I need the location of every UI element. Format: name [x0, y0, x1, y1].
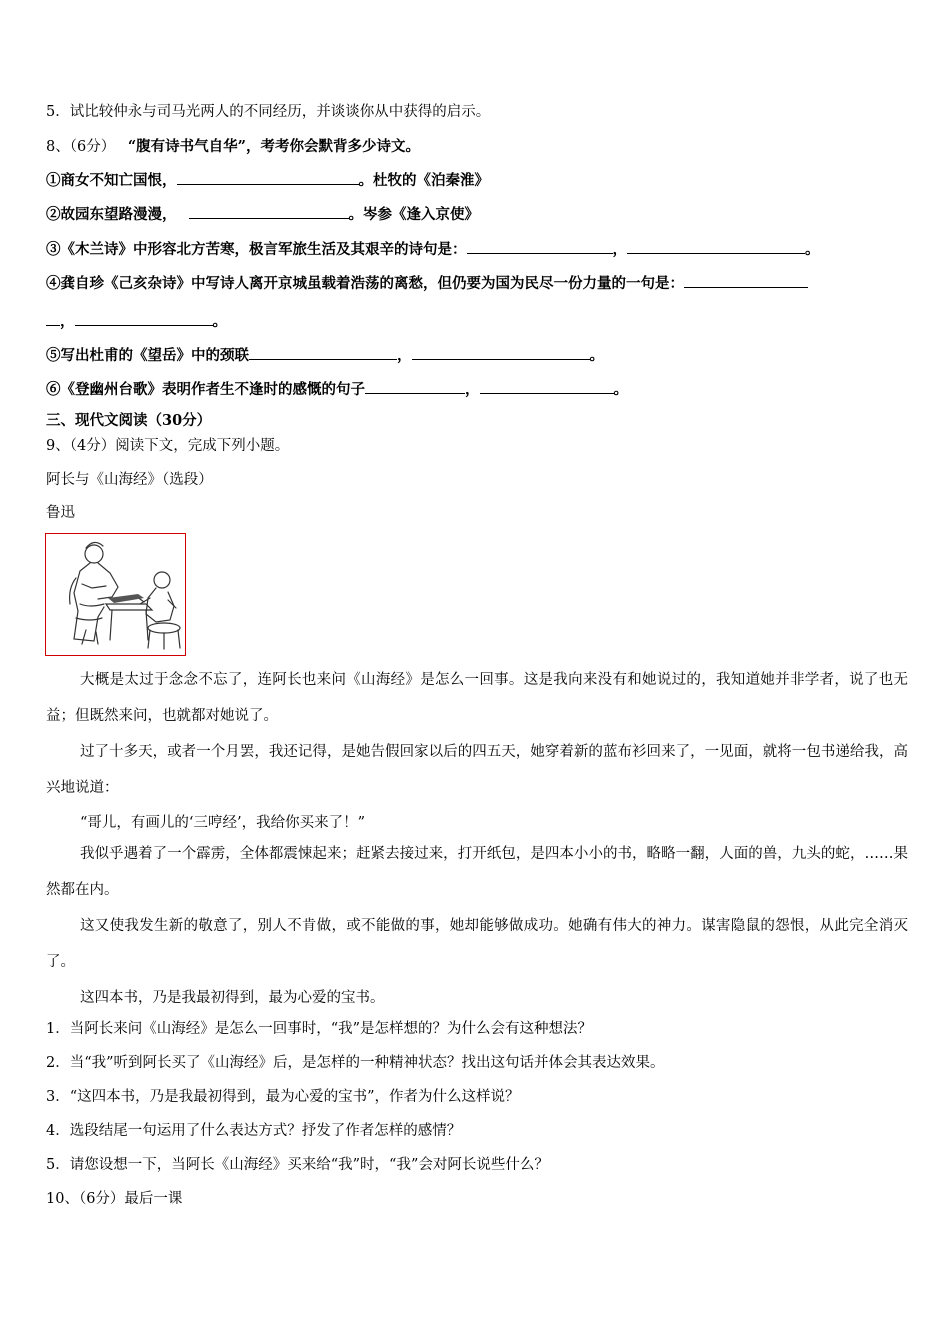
sub-question-2: 2．当“我”听到阿长买了《山海经》后，是怎样的一种精神状态？找出这句话并体会其表达效果。 [46, 1055, 665, 1071]
sub-question-4: 4．选段结尾一句运用了什么表达方式？抒发了作者怎样的感情？ [46, 1123, 462, 1139]
section-3-title: 三、现代文阅读（30分） [46, 412, 212, 429]
article-paragraph-1: 大概是太过于念念不忘了，连阿长也来问《山海经》是怎么一回事。这是我向来没有和她说过的，我知道她并非学者，说了也无益；但既然来问，也就都对她说了。 [46, 672, 908, 724]
sub-question-1: 1．当阿长来问《山海经》是怎么一回事时，“我”是怎样想的？为什么会有这种想法？ [46, 1021, 593, 1037]
q8-item-4-text: ④龚自珍《己亥杂诗》中写诗人离开京城虽载着浩荡的离愁，但仍要为国为民尽一份力量的一句是： [46, 275, 684, 292]
q8-item-2-source: 。岑参《逢入京使》 [348, 206, 479, 223]
article-paragraph-5: 这又使我发生新的敬意了，别人不肯做，或不能做的事，她却能够做成功。她确有伟大的神力。谋害隐鼠的怨恨，从此完全消灭了。 [46, 918, 908, 970]
answer-blank[interactable] [46, 311, 60, 326]
q8-item-2-text: ②故园东望路漫漫， [46, 206, 177, 223]
article-illustration [45, 533, 186, 656]
article-paragraph-6: 这四本书，乃是我最初得到，最为心爱的宝书。 [80, 990, 385, 1006]
sub-question-5: 5．请您设想一下，当阿长《山海经》买来给“我”时，“我”会对阿长说些什么？ [46, 1157, 549, 1173]
answer-blank[interactable] [467, 239, 613, 254]
answer-blank[interactable] [480, 379, 614, 394]
answer-blank[interactable] [412, 345, 590, 360]
article-author: 鲁迅 [46, 505, 75, 521]
answer-blank[interactable] [177, 170, 359, 185]
q8-item-6-text: ⑥《登幽州台歌》表明作者生不逢时的感慨的句子 [46, 381, 365, 398]
comma: ， [60, 313, 75, 330]
answer-blank[interactable] [365, 379, 465, 394]
question-8-prompt: “腹有诗书气自华”，考考你会默背多少诗文。 [127, 138, 420, 155]
answer-blank[interactable] [189, 204, 349, 219]
q8-item-3 [46, 239, 820, 260]
q8-item-3-text: ③《木兰诗》中形容北方苦寒，极言军旅生活及其艰辛的诗句是： [46, 241, 467, 258]
period: 。 [212, 313, 227, 330]
question-8-label: 8、（6分） [46, 139, 116, 155]
q8-item-1-text: ①商女不知亡国恨， [46, 172, 177, 189]
q8-item-4-continued [46, 311, 227, 332]
q8-item-2 [46, 204, 479, 225]
article-paragraph-2: 过了十多天，或者一个月罢，我还记得，是她告假回家以后的四五天，她穿着新的蓝布衫回来了，一见面，就将一包书递给我，高兴地说道： [46, 744, 908, 796]
period: 。 [613, 381, 628, 398]
woman-and-child-drawing [46, 534, 185, 655]
q8-item-5 [46, 345, 604, 366]
question-10-label: 10、（6分）最后一课 [46, 1191, 183, 1207]
comma: ， [612, 241, 627, 258]
answer-blank[interactable] [627, 239, 805, 254]
comma: ， [397, 347, 412, 364]
q8-item-1 [46, 170, 489, 191]
article-paragraph-3: “哥儿，有画儿的‘三哼经’，我给你买来了！” [80, 815, 366, 831]
q8-item-1-source: 。杜牧的《泊秦淮》 [358, 172, 489, 189]
question-8-header [46, 137, 420, 157]
period: 。 [805, 241, 820, 258]
q8-item-5-text: ⑤写出杜甫的《望岳》中的颈联 [46, 347, 249, 364]
question-5-line: 5．试比较仲永与司马光两人的不同经历，并谈谈你从中获得的启示。 [46, 104, 491, 120]
article-title: 阿长与《山海经》（选段） [46, 472, 213, 488]
sub-question-3: 3．“这四本书，乃是我最初得到，最为心爱的宝书”，作者为什么这样说？ [46, 1089, 520, 1105]
answer-blank[interactable] [249, 345, 397, 360]
q8-item-6 [46, 379, 628, 400]
period: 。 [589, 347, 604, 364]
article-paragraph-4: 我似乎遇着了一个霹雳，全体都震悚起来；赶紧去接过来，打开纸包，是四本小小的书，略略一翻，人面的兽，九头的蛇，……果然都在内。 [46, 846, 908, 898]
q8-item-4 [46, 273, 808, 294]
answer-blank[interactable] [684, 273, 808, 288]
answer-blank[interactable] [75, 311, 213, 326]
question-9-label: 9、（4分）阅读下文，完成下列小题。 [46, 438, 290, 454]
comma: ， [465, 381, 480, 398]
